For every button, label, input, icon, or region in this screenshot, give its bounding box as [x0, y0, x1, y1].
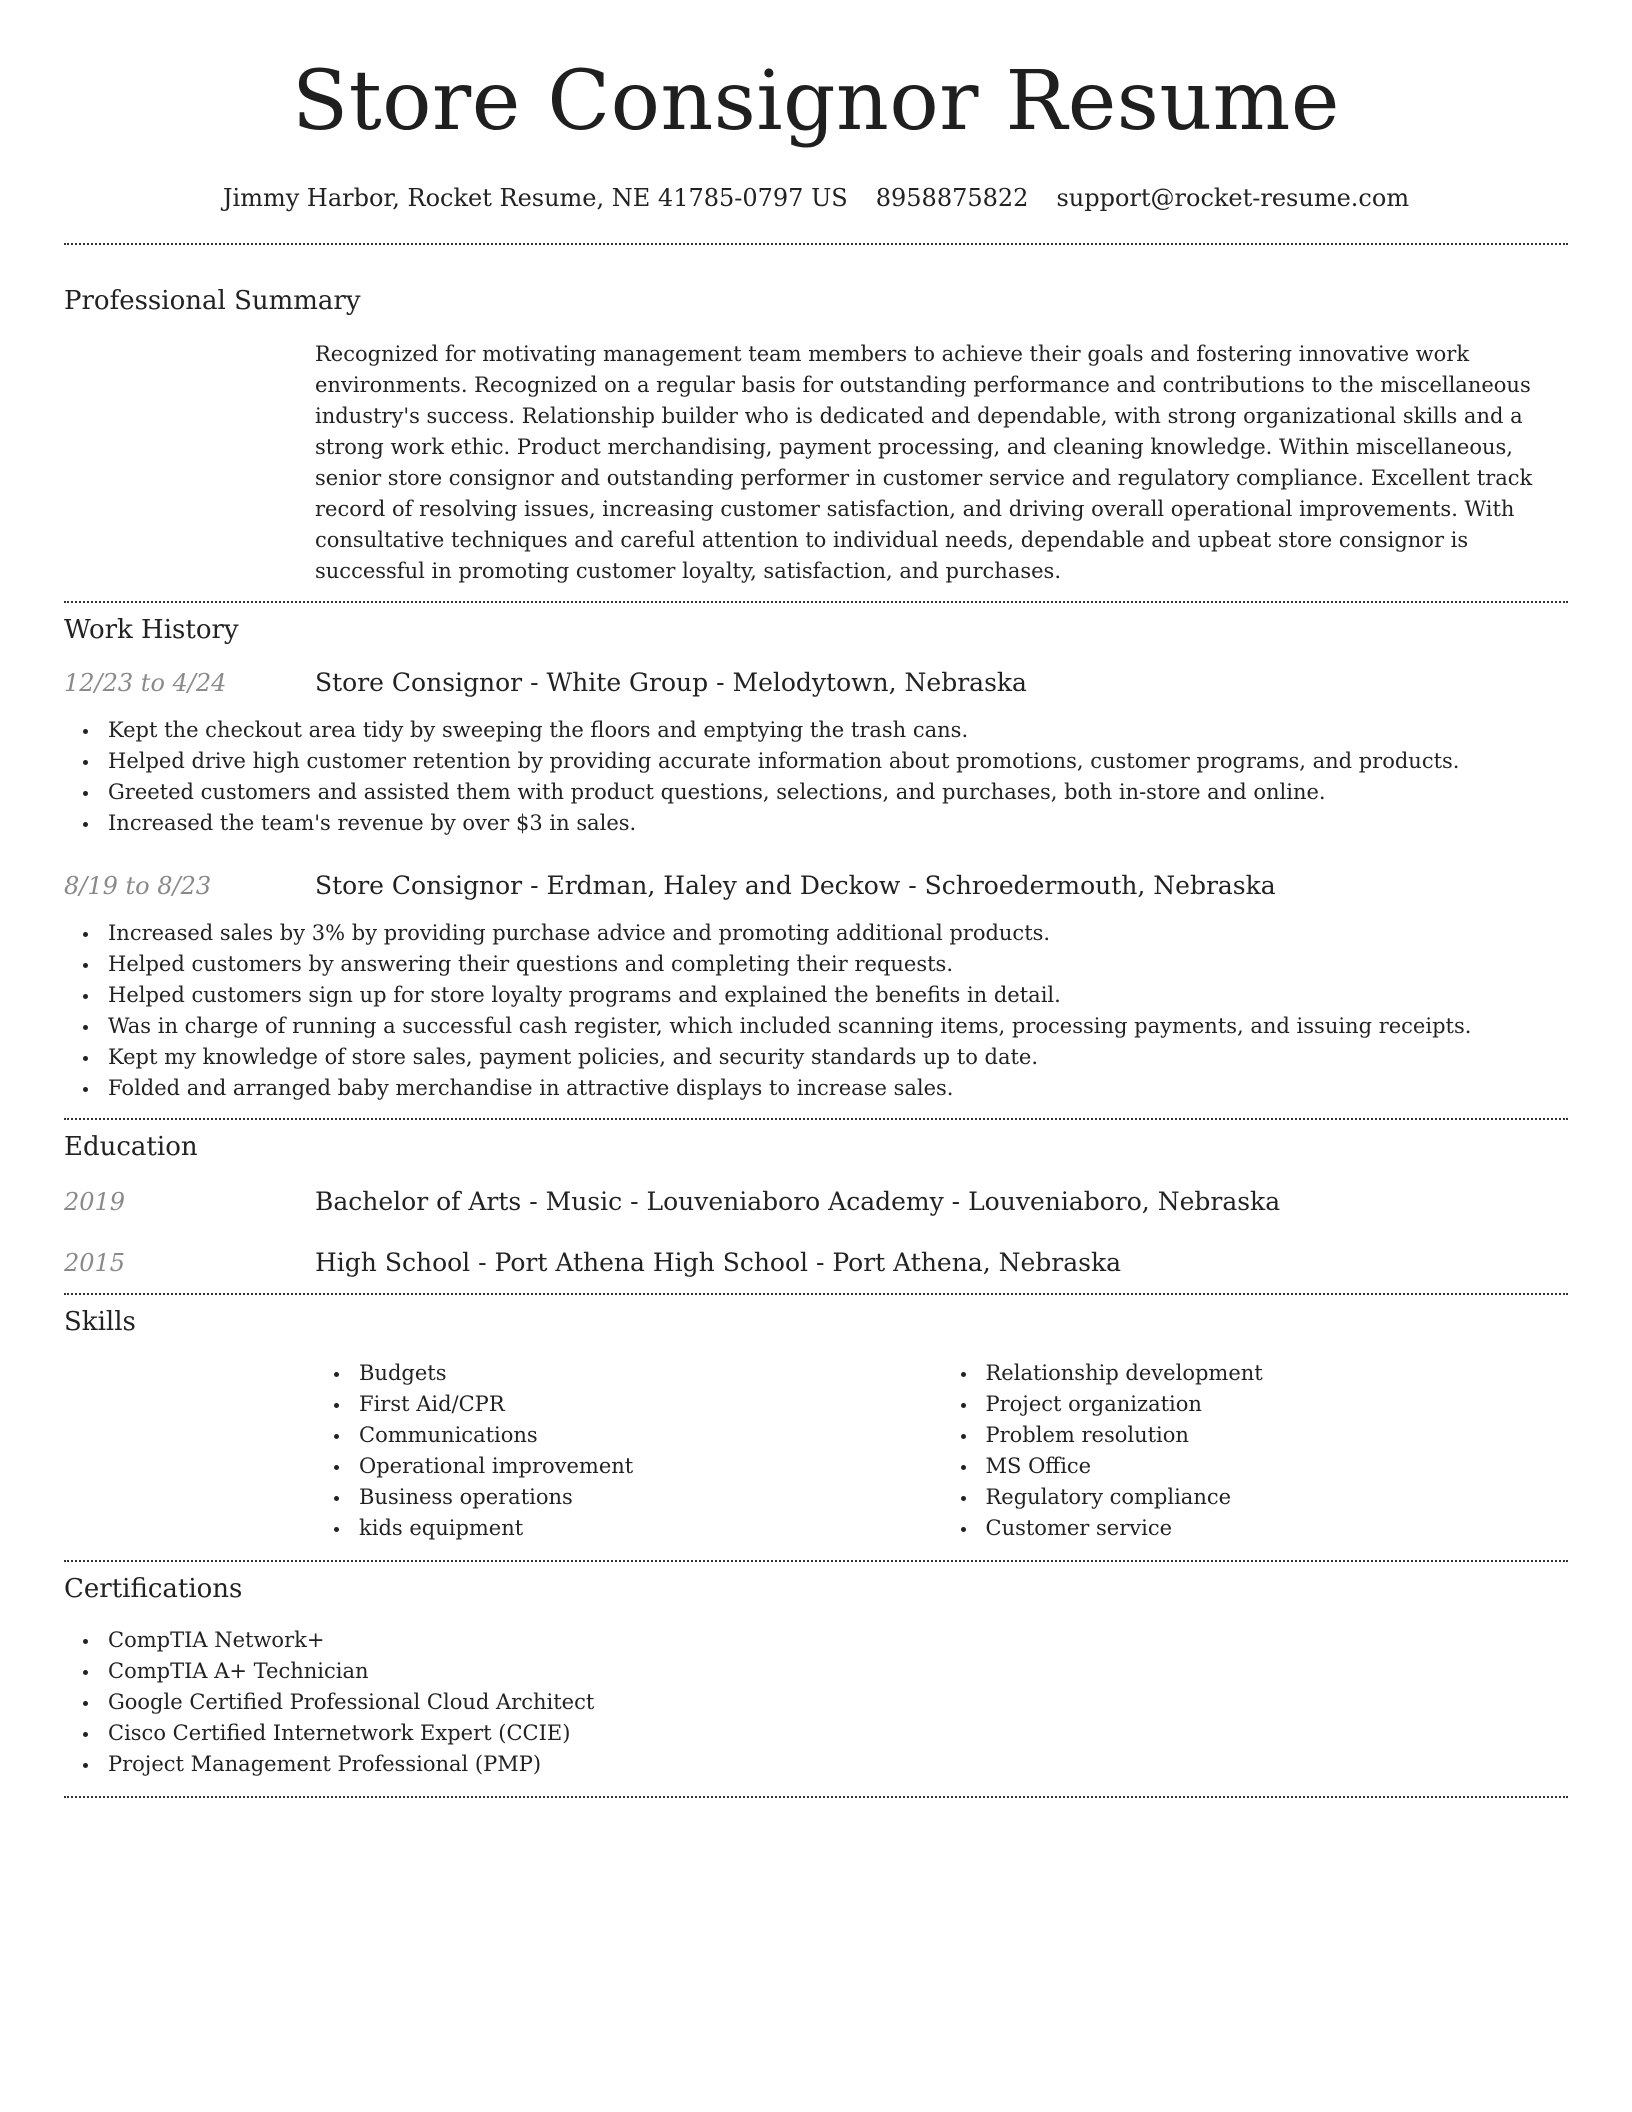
list-item: Helped drive high customer retention by providing accurate information about promotions, customer programs, and products.: [108, 746, 1568, 777]
job-role: Store Consignor: [315, 871, 523, 900]
divider: [64, 601, 1568, 603]
list-item: Kept my knowledge of store sales, payment policies, and security standards up to date.: [108, 1042, 1568, 1073]
skill-item: Project organization: [986, 1389, 1569, 1420]
skill-item: Relationship development: [986, 1358, 1569, 1389]
job-dates: 12/23 to 4/24: [64, 669, 227, 697]
job-dates: 8/19 to 8/23: [64, 872, 212, 900]
contact-phone: 8958875822: [875, 184, 1029, 212]
education-year: 2015: [64, 1249, 126, 1277]
education-entry: [64, 1248, 1568, 1277]
education-section: [64, 1131, 1568, 1277]
list-item: Helped customers by answering their questions and completing their requests.: [108, 949, 1568, 980]
job-title: [315, 871, 1276, 900]
divider: [64, 1796, 1568, 1798]
job-entry: [64, 668, 1568, 839]
certifications-list: [64, 1625, 1568, 1780]
skill-item: Operational improvement: [359, 1451, 942, 1482]
skill-item: MS Office: [986, 1451, 1569, 1482]
divider: [64, 1118, 1568, 1120]
skill-item: Problem resolution: [986, 1420, 1569, 1451]
job-header: [64, 668, 1568, 697]
skill-item: Business operations: [359, 1482, 942, 1513]
list-item: Folded and arranged baby merchandise in attractive displays to increase sales.: [108, 1073, 1568, 1104]
contact-address: Jimmy Harbor, Rocket Resume, NE 41785-0797 US: [222, 184, 848, 212]
skill-item: kids equipment: [359, 1513, 942, 1544]
list-item: Increased the team's revenue by over $3 in sales.: [108, 808, 1568, 839]
job-company: - Erdman, Haley and Deckow - Schroedermouth, Nebraska: [522, 871, 1276, 900]
job-header: [64, 871, 1568, 900]
divider: [64, 243, 1568, 245]
education-year: 2019: [64, 1188, 126, 1216]
skill-item: Communications: [359, 1420, 942, 1451]
education-school: - Louveniaboro Academy - Louveniaboro, Nebraska: [622, 1187, 1281, 1216]
job-role: Store Consignor: [315, 668, 523, 697]
list-item: Helped customers sign up for store loyalty programs and explained the benefits in detail.: [108, 980, 1568, 1011]
skill-item: First Aid/CPR: [359, 1389, 942, 1420]
certification-item: CompTIA A+ Technician: [108, 1656, 1568, 1687]
skill-item: Customer service: [986, 1513, 1569, 1544]
skill-item: Regulatory compliance: [986, 1482, 1569, 1513]
skills-list-left: [315, 1358, 942, 1544]
job-bullets: [64, 715, 1568, 839]
skills-section: [64, 1306, 1568, 1544]
certification-item: Cisco Certified Internetwork Expert (CCIE): [108, 1718, 1568, 1749]
work-section: [64, 614, 1568, 1104]
certification-item: Google Certified Professional Cloud Architect: [108, 1687, 1568, 1718]
contact-line: [64, 183, 1568, 213]
education-school: - Port Athena High School - Port Athena, Nebraska: [470, 1248, 1122, 1277]
education-title: [315, 1248, 1121, 1277]
divider: [64, 1560, 1568, 1562]
certifications-heading: Certifications: [64, 1574, 243, 1604]
summary-text: Recognized for motivating management team members to achieve their goals and fostering innovative work environments. Recognized on a regular basis for outstanding performance and contributions to the miscellaneous industry's success. Relationship builder who is dedicated and dependable, with strong organizational skills and a strong work ethic. Product merchandising, payment processing, and cleaning knowledge. Within miscellaneous, senior store consignor and outstanding performer in customer service and regulatory compliance. Excellent track record of resolving issues, increasing customer satisfaction, and driving overall operational improvements. With consultative techniques and careful attention to individual needs, dependable and upbeat store consignor is successful in promoting customer loyalty, satisfaction, and purchases.: [315, 342, 1533, 583]
education-entry: [64, 1187, 1568, 1216]
education-degree: High School: [315, 1248, 471, 1277]
skill-item: Budgets: [359, 1358, 942, 1389]
list-item: Greeted customers and assisted them with product questions, selections, and purchases, both in-store and online.: [108, 777, 1568, 808]
job-title: [315, 668, 1027, 697]
education-degree: Bachelor of Arts - Music: [315, 1187, 623, 1216]
certifications-section: [64, 1573, 1568, 1780]
summary-heading: Professional Summary: [64, 286, 361, 316]
list-item: Increased sales by 3% by providing purchase advice and promoting additional products.: [108, 918, 1568, 949]
work-heading: Work History: [64, 615, 239, 645]
skills-list-right: [942, 1358, 1569, 1544]
list-item: Was in charge of running a successful cash register, which included scanning items, processing payments, and issuing receipts.: [108, 1011, 1568, 1042]
education-heading: Education: [64, 1132, 198, 1162]
job-company: - White Group - Melodytown, Nebraska: [522, 668, 1027, 697]
skills-grid: [315, 1358, 1568, 1544]
job-entry: [64, 871, 1568, 1104]
education-title: [315, 1187, 1280, 1216]
certification-item: Project Management Professional (PMP): [108, 1749, 1568, 1780]
certification-item: CompTIA Network+: [108, 1625, 1568, 1656]
list-item: Kept the checkout area tidy by sweeping the floors and emptying the trash cans.: [108, 715, 1568, 746]
divider: [64, 1293, 1568, 1295]
summary-section: [64, 285, 1568, 587]
contact-email: support@rocket-resume.com: [1056, 184, 1410, 212]
skills-heading: Skills: [64, 1307, 136, 1337]
job-bullets: [64, 918, 1568, 1104]
resume-title: Store Consignor Resume: [292, 54, 1340, 149]
